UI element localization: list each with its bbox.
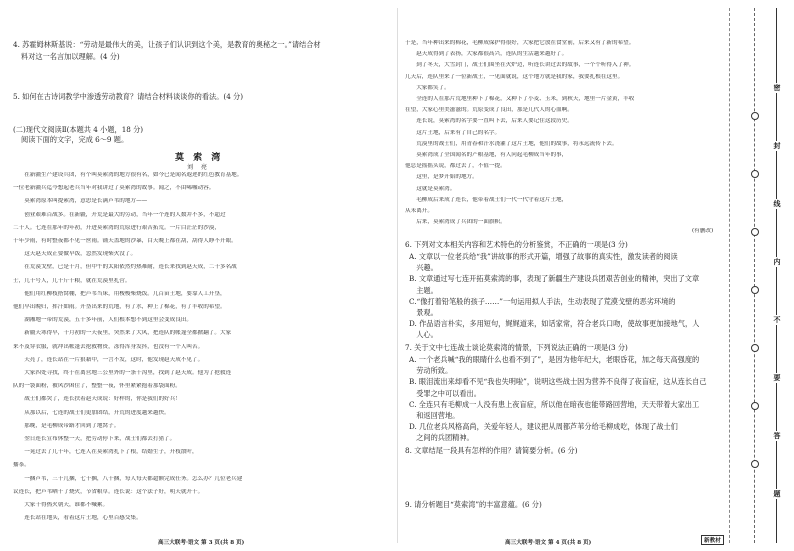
binding-circle xyxy=(751,344,759,352)
binding-circle xyxy=(751,112,759,120)
section-instruction: 阅读下面的文字，完成 6～9 题。 xyxy=(21,135,129,144)
binding-char: 封 xyxy=(771,141,783,151)
binding-circle xyxy=(751,460,759,468)
story-paragraph-line: 到了冬天，大雪封门，战士们围坐在火炉边，听连长讲过去的故事，一个个听得入了神。 xyxy=(405,62,635,69)
question-7-option-line: D. 几位老兵风格高尚，关爱年轻人，建议把从周都芦苇分给毛柳成吃，体现了战士们 xyxy=(409,422,678,432)
binding-circle xyxy=(751,286,759,294)
binding-circle xyxy=(751,402,759,410)
story-paragraph-line: 赵天成得到了表扬，大家都很高兴，连队的生活越来越好了。 xyxy=(405,51,568,58)
story-paragraph-line: 他总是摇摇头说，都过去了，不值一提。 xyxy=(405,163,506,170)
question-6-option-line: 人心。 xyxy=(409,330,438,340)
question-6-option-line: 兴趣。 xyxy=(409,263,438,273)
binding-circle xyxy=(751,170,759,178)
story-paragraph-line: 大家干得热火朝天，谁都不喊累。 xyxy=(13,502,109,508)
question-6-option-line: 景观。 xyxy=(409,308,438,317)
story-paragraph-line: 连长说，莫索湾的名字要一直叫下去，后来人要记住这段历史。 xyxy=(405,118,573,125)
page-footer-left: 高三大联考·语文 第 3 页(共 8 页) xyxy=(158,540,245,546)
story-paragraph-line: 那晚，是毛柳成带路才回到了地窝子。 xyxy=(13,422,120,429)
question-7-option-line: B. 眼泪流出来却看不见“我也失明啦”，说明这些战士因为营养不良得了夜盲症，这从连长自己 xyxy=(409,377,707,387)
story-paragraph-line: 翌日连长宣布休整一天，把劳动停下来，战士们都去打猎了。 xyxy=(13,436,176,442)
story-paragraph-line: 湖湘地一带的荒漠，五十多年前，人们根本想不到这里会变成良田。 xyxy=(13,317,193,324)
story-paragraph-line: 一位老新疆兵迄今想起老兵当年对我讲过了莫索湾的故事。闻之，不由唏嘘动容。 xyxy=(13,185,215,192)
page-footer-right: 高三大联考·语文 第 4 页(共 8 页) xyxy=(505,540,592,546)
story-paragraph-line: 一捆芦苇，三十几捆，七十捆，八十捆，每人每天都超额完成任务。怎么办？几位老兵建 xyxy=(13,475,243,482)
story-paragraph-line: 他们用红柳枝搭窝棚，把芦苇当床，用梭梭柴烧饭。几百亩土地，要靠人工开垦， xyxy=(13,290,226,297)
story-paragraph-line: 这里，是梦开始的地方。 xyxy=(405,174,478,181)
question-6-option-line: D. 作品语言朴实，多用短句，娓娓道来，如话家常，符合老兵口吻，使故事更加接地气，人 xyxy=(409,319,700,329)
question-7-option-line: 劳动所致。 xyxy=(409,366,453,376)
story-paragraph-line: 新疆天寒得早，十月初的一天夜里，突然来了大风，把连队的帐篷全都掀翻了。大家 xyxy=(13,330,232,337)
story-paragraph-line: 二十人。七连在那年的年初，开进莫索湾的荒原进行艰苦拓荒。一片白茫茫的沙漠， xyxy=(13,224,220,231)
story-paragraph-line: 队的一袋面粉，被风沙困住了，整整一夜，怀里紧紧抱着那袋面粉。 xyxy=(13,383,181,390)
story-paragraph-line: 从那以后，七连的战士们更加团结，开荒的进度越来越快。 xyxy=(13,409,170,416)
story-paragraph-line: 全连的人在那片荒地里种下了棉花，又种下了小麦、玉米，到秋天，地里一片金黄，丰收 xyxy=(405,96,635,102)
question-5: 5. 如何在古诗词教学中渗透劳动教育？请结合材料谈谈你的看法。(4 分) xyxy=(13,92,244,101)
question-6-option-line: 主题。 xyxy=(409,285,438,295)
binding-char: 答 xyxy=(771,431,783,441)
question-8: 8. 文章结尾一段具有怎样的作用？请简要分析。(6 分) xyxy=(405,446,578,455)
binding-char: 线 xyxy=(771,199,783,209)
story-paragraph-line: 这就是莫索湾。 xyxy=(405,185,456,192)
story-paragraph-line: 战士们都哭了，连长扶着赵天成说：好样的，你是我们的好兵！ xyxy=(13,396,181,403)
story-title: 莫 索 湾 xyxy=(175,153,224,163)
story-paragraph-line: 从未离开。 xyxy=(405,208,433,214)
question-4-line-1: 4. 苏霍姆林斯基说：“劳动是最伟大的美，让孩子们认识到这个美，是教育的奥秘之一。”请结合材 xyxy=(13,40,321,49)
story-paragraph-line: 莫索湾原本叫提索湾，意思是长满芦苇的地方—— xyxy=(13,198,148,205)
story-paragraph-line: 几天后，连队里来了一位新战士，一见面就说，这个地方就是我的家，我要扎根在这里。 xyxy=(405,73,624,80)
binding-circle xyxy=(751,228,759,236)
question-9: 9. 请分析题目“莫索湾”的丰富意蕴。(6 分) xyxy=(405,500,542,509)
story-paragraph-line: 在新疆生产建设兵团，有个叫莫索湾的地方很有名，如今已是闻名遐迩的红色教育基地。 xyxy=(13,172,243,178)
story-paragraph-line: 连长站在地头，看着这片土地，心里百感交集。 xyxy=(13,515,142,522)
story-paragraph-line: 十年少雨，有时整夜都不见一丝雨。铺天盖地的沙暴，白天晚上都在刮，刮得人睁不开眼。 xyxy=(13,238,237,244)
binding-char: 内 xyxy=(771,257,783,267)
story-paragraph-line: 创业艰难百战多。在新疆，开荒是最大的劳动，当年一个连的人数并不多，不超过 xyxy=(13,211,226,218)
story-paragraph-line: 荒漠里的战士们，用青春和汗水浇灌了这片土地，他们的故事，将永远流传下去。 xyxy=(405,140,618,147)
story-paragraph-line: 来不及穿衣服，就冲出帐篷去抢救物资，冻得浑身发抖，也没有一个人叫苦。 xyxy=(13,343,204,350)
binding-char: 密 xyxy=(771,83,783,93)
binding-margin xyxy=(729,8,790,543)
story-paragraph-line: 于是，当年种出来的棉花，毛柳成保护得很好，大家把它放在食堂前，后来又有了新的希望。 xyxy=(405,40,635,46)
question-7-title: 7. 关于文中七连战士谈论莫索湾的情景，下列说法正确的一项是(3 分) xyxy=(405,343,628,352)
story-paragraph-line: 后来，莫索湾成了兵团的一面旗帜。 xyxy=(405,219,506,226)
story-paragraph-line: 大家四处寻找，终于在离营地三公里外的一条干沟里，找到了赵天成。他为了抢救连 xyxy=(13,370,232,376)
question-7-option-line: C. 全连只有毛柳成一人没有患上夜盲症，所以他在暗夜也能带路回营地，天天带着大家出工 xyxy=(409,399,700,409)
story-paragraph-line: 士，几十号人，几十斤干粮，就在荒漠里扎营。 xyxy=(13,277,131,284)
binding-char: 不 xyxy=(771,315,783,325)
section-title: (二)现代文阅读Ⅱ(本题共 4 小题，18 分) xyxy=(13,125,144,134)
question-6-option-line: C.“像打着铅笔般的孩子……”一句运用拟人手法，生动表现了荒漠戈壁的恶劣环境的 xyxy=(409,296,676,306)
story-paragraph-line: 在荒漠戈壁，已是十月，但中午的太阳依然灼热难耐，连长来找到赵天成，二十多名战 xyxy=(13,264,237,271)
story-paragraph-line: 莫索湾成了全国闻名的产粮基地，有人问起毛柳成当年的事， xyxy=(405,152,568,158)
story-paragraph-line: 他们早出晚归，挥汗如雨。开垦出来的荒地，有了水，种上了棉花，有了丰收的希望。 xyxy=(13,304,226,310)
story-paragraph-line: 天亮了，连长站在一片狼藉中，一言不发，这时，他发现赵天成不见了。 xyxy=(13,356,204,363)
story-paragraph-line: 大家都笑了。 xyxy=(405,84,450,91)
story-paragraph-line: 播茶。 xyxy=(13,462,30,469)
new-textbook-badge: 新教材 xyxy=(701,535,724,545)
question-6-option-line: A. 文章以一位老兵给“我”讲故事的形式开篇，增强了故事的真实性，激发读者的阅读 xyxy=(409,252,678,261)
binding-char: 要 xyxy=(771,373,783,383)
story-paragraph-line: 毛柳成后来成了连长，他带着战士们一代一代守着这片土地， xyxy=(405,196,568,203)
question-7-option-line: 之间的兵团精神。 xyxy=(409,433,474,443)
question-7-option-line: 受罪之中可以看出。 xyxy=(409,388,481,398)
story-paragraph-line: 这天赵天成正要做早饭，忽然发现柴火没了。 xyxy=(13,251,137,258)
source-note: (有删改) xyxy=(692,228,714,234)
question-7-option-line: A. 一个老兵喊“我的眼睛什么也看不到了”，是因为他年纪大，老眼昏花，加之每天高强度的 xyxy=(409,355,700,364)
question-6-option-line: B. 文章通过写七连开拓莫索湾的事，表现了新疆生产建设兵团艰苦创业的精神，突出了文章 xyxy=(409,274,700,284)
story-paragraph-line: 一晃过去了几十年，七连人在莫索湾扎下了根，结婚生子，开枝散叶， xyxy=(13,449,198,456)
story-paragraph-line: 议连长，把芦苇晒干了烧火，节省粮草。连长说：这个法子好，明天就开干。 xyxy=(13,488,204,495)
binding-char: 题 xyxy=(771,489,783,499)
question-6-title: 6. 下列对文本相关内容和艺术特色的分析鉴赏，不正确的一项是(3 分) xyxy=(405,240,628,249)
story-paragraph-line: 在望，大家心里美滋滋的。荒原变成了良田，那是几代人的心血啊。 xyxy=(405,107,573,114)
question-7-option-line: 和返回营地。 xyxy=(409,411,460,420)
question-4-line-2: 料对这一名言加以理解。(4 分) xyxy=(21,52,120,61)
story-author: 刘 亮 xyxy=(187,164,207,171)
story-paragraph-line: 这片土地，后来有了自己的名字。 xyxy=(405,129,501,136)
